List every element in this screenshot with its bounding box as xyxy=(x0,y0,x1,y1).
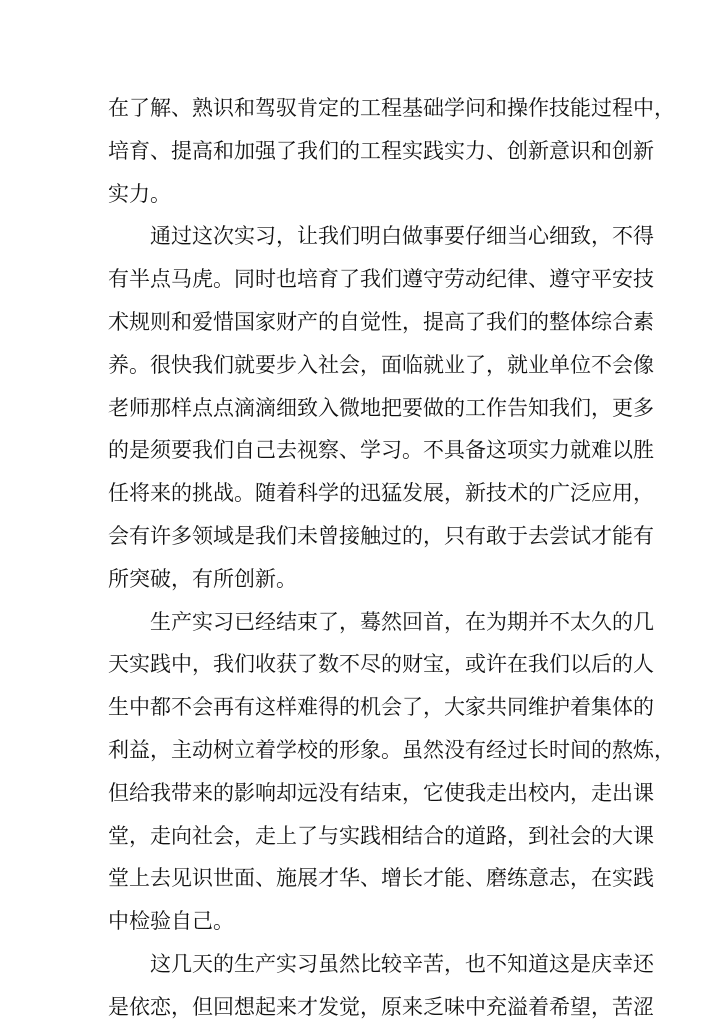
text-line: 培育、提高和加强了我们的工程实践实力、创新意识和创新 xyxy=(108,138,654,163)
text-line: 术规则和爱惜国家财产的自觉性，提高了我们的整体综合素 xyxy=(108,309,654,334)
text-line: 在了解、熟识和驾驭肯定的工程基础学问和操作技能过程中， xyxy=(108,96,675,120)
body-text xyxy=(108,87,675,1029)
text-line: 但给我带来的影响却远没有结束，它使我走出校内，走出课 xyxy=(108,780,654,805)
text-line: 生中都不会再有这样难得的机会了，大家共同维护着集体的 xyxy=(108,695,654,720)
text-line: 会有许多领域是我们未曾接触过的，只有敢于去尝试才能有 xyxy=(108,523,654,548)
text-line: 中检验自己。 xyxy=(108,909,234,934)
text-line: 任将来的挑战。随着科学的迅猛发展，新技术的广泛应用， xyxy=(108,481,654,506)
paragraph xyxy=(108,215,654,600)
text-line: 生产实习已经结束了，蓦然回首，在为期并不太久的几 xyxy=(150,609,654,634)
text-line: 老师那样点点滴滴细致入微地把要做的工作告知我们，更多 xyxy=(108,395,654,420)
text-line: 利益，主动树立着学校的形象。虽然没有经过长时间的熬炼， xyxy=(108,737,675,762)
text-line: 所突破，有所创新。 xyxy=(108,566,297,591)
text-line: 的是须要我们自己去视察、学习。不具备这项实力就难以胜 xyxy=(108,438,654,463)
text-line: 堂，走向社会，走上了与实践相结合的道路，到社会的大课 xyxy=(108,823,654,848)
text-line: 堂上去见识世面、施展才华、增长才能、磨练意志，在实践 xyxy=(108,866,654,891)
paragraph xyxy=(108,601,675,943)
text-line: 实力。 xyxy=(108,181,171,206)
text-line: 天实践中，我们收获了数不尽的财宝，或许在我们以后的人 xyxy=(108,652,654,677)
text-line: 养。很快我们就要步入社会，面临就业了，就业单位不会像 xyxy=(108,352,654,377)
text-line: 有半点马虎。同时也培育了我们遵守劳动纪律、遵守平安技 xyxy=(108,267,654,292)
text-line: 通过这次实习，让我们明白做事要仔细当心细致，不得 xyxy=(150,224,654,249)
text-line: 这几天的生产实习虽然比较辛苦，也不知道这是庆幸还 xyxy=(150,951,654,976)
paragraph xyxy=(108,943,654,1029)
paragraph xyxy=(108,87,675,215)
text-line: 是依恋，但回想起来才发觉，原来乏味中充溢着希望，苦涩 xyxy=(108,994,654,1019)
